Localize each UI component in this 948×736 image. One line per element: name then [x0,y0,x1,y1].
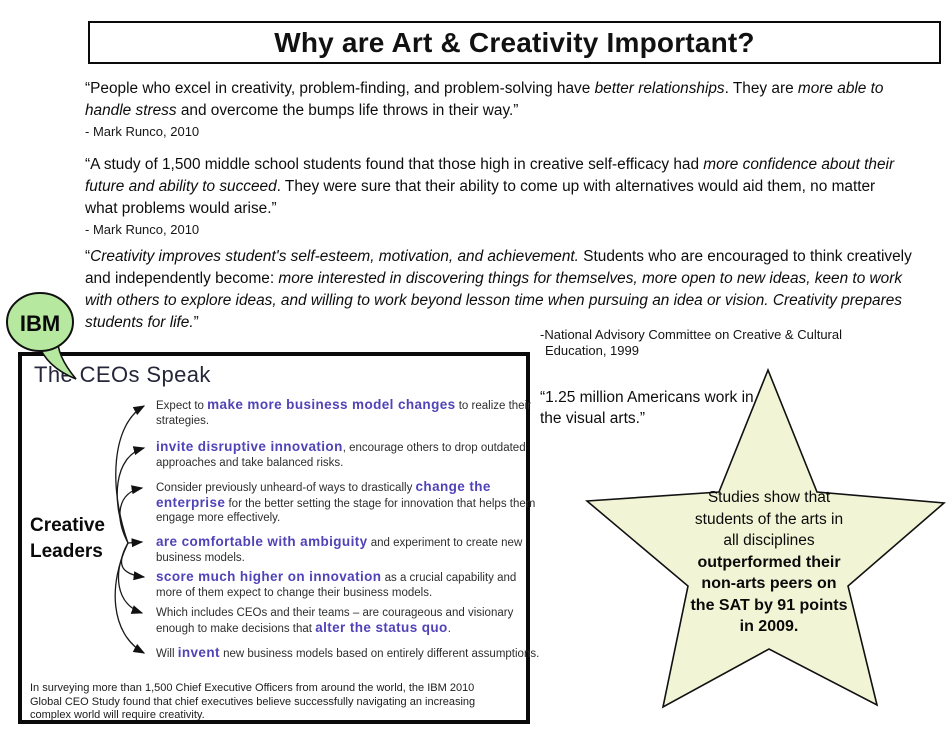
quote-text [85,154,901,220]
attribution-line: -National Advisory Committee on Creative & Cultural [540,327,843,342]
ceo-bullet [156,440,540,470]
text-segment: alter the status quo [315,619,448,635]
text-segment: more confidence about their future and ability to succeed [85,156,895,195]
text-segment: Students who are encouraged to think creatively and independently become: [85,248,912,287]
text-segment: Expect to [156,400,208,412]
text-segment: score much higher on innovation [156,569,382,584]
page-title: Why are Art & Creativity Important? [274,26,755,58]
text-line: in 2009. [739,618,799,635]
connector-line [119,543,142,613]
ceo-bullet [156,535,540,565]
text-segment: . They were sure that their ability to come up with alternatives would aid them, no matter what problems would arise.” [85,178,876,217]
ibm-label: IBM [19,311,61,336]
quote-runco-2 [85,154,901,239]
text-segment: are comfortable with ambiguity [156,534,368,549]
title-box [88,21,941,64]
text-line: students of the arts in [694,510,844,528]
star-text [652,487,886,638]
quote-text [85,78,897,122]
quote-attribution-naccce [540,327,842,359]
quote-runco-1 [85,78,897,141]
text-segment: more able to handle stress [85,80,884,119]
text-segment: “People who excel in creativity, problem-finding, and problem-solving have [85,80,595,97]
text-segment: more interested in discovering things for themselves, more open to new ideas, keen to work with others to explore ideas, and willing to work beyond lesson time when pursuing an idea or vision. Creativity prepares students for life. [85,270,903,331]
ceo-bullet [156,570,540,600]
label-line: Creative [30,515,105,536]
text-segment: “ [85,248,91,265]
creative-leaders-label [30,513,105,565]
text-segment: make more business model changes [207,397,456,412]
text-segment: Consider previously unheard-of ways to drastically [156,482,416,494]
text-segment: as a crucial capability and more of them expect to change their business models. [156,572,517,599]
ceo-box [18,352,540,724]
label-line: Leaders [30,541,103,562]
quote-text [85,246,913,334]
text-line: outperformed their [697,553,841,571]
text-line: the SAT by 91 points [690,596,848,614]
ceo-bullet [156,646,540,662]
connector-line [121,543,144,577]
text-segment: new business models based on entirely different assumptions. [219,648,540,660]
ceo-bullet [156,398,540,428]
text-line: non-arts peers on [701,575,837,592]
text-segment: for the better setting the stage for innovation that helps them engage more effectively. [156,497,536,524]
ceo-box-footer: In surveying more than 1,500 Chief Executive Officers from around the world, the IBM 2010 Global CEO Study found that chief executives believe successfully navigating an increasing complex world will require creativity. [30,682,476,721]
text-segment: better relationships [594,80,725,97]
connector-line [120,488,142,543]
text-segment: to realize their strategies. [156,400,531,427]
text-segment: change the enterprise [156,479,491,510]
text-segment: Will [156,648,178,660]
text-segment: Which includes CEOs and their teams – are courageous and visionary enough to make decisions that [156,607,514,635]
quote-attribution: - Mark Runco, 2010 [85,124,200,139]
quote-attribution: - Mark Runco, 2010 [85,222,200,237]
text-segment: ” [193,314,199,331]
text-segment: Creativity improves student's self-esteem, motivation, and achievement. [90,248,579,265]
quote-naccce [85,246,913,334]
text-line: all disciplines [723,532,815,549]
text-segment: . They are [724,80,798,97]
attribution-line: Education, 1999 [545,343,639,358]
connector-line [128,542,142,543]
text-segment: and overcome the bumps life throws in their way.” [176,102,519,119]
text-segment: and experiment to create new business models. [156,537,523,564]
text-segment: invite disruptive innovation [156,439,343,454]
ibm-speech-bubble [2,291,98,385]
connector-line [115,543,144,653]
connector-line [116,406,144,543]
visual-arts-quote: “1.25 million Americans work in the visual arts.” [540,389,754,427]
text-segment: invent [177,645,220,660]
text-segment: . [447,622,451,635]
text-segment: “A study of 1,500 middle school students found that those high in creative self-efficacy had [85,156,704,173]
ceo-box-title: The CEOs Speak [34,362,211,387]
connector-line [117,448,144,543]
text-segment: , encourage others to drop outdated approaches and take balanced risks. [156,442,526,469]
ceo-bullet [156,606,540,636]
ceo-bullet [156,480,540,526]
text-line: Studies show that [707,489,831,506]
